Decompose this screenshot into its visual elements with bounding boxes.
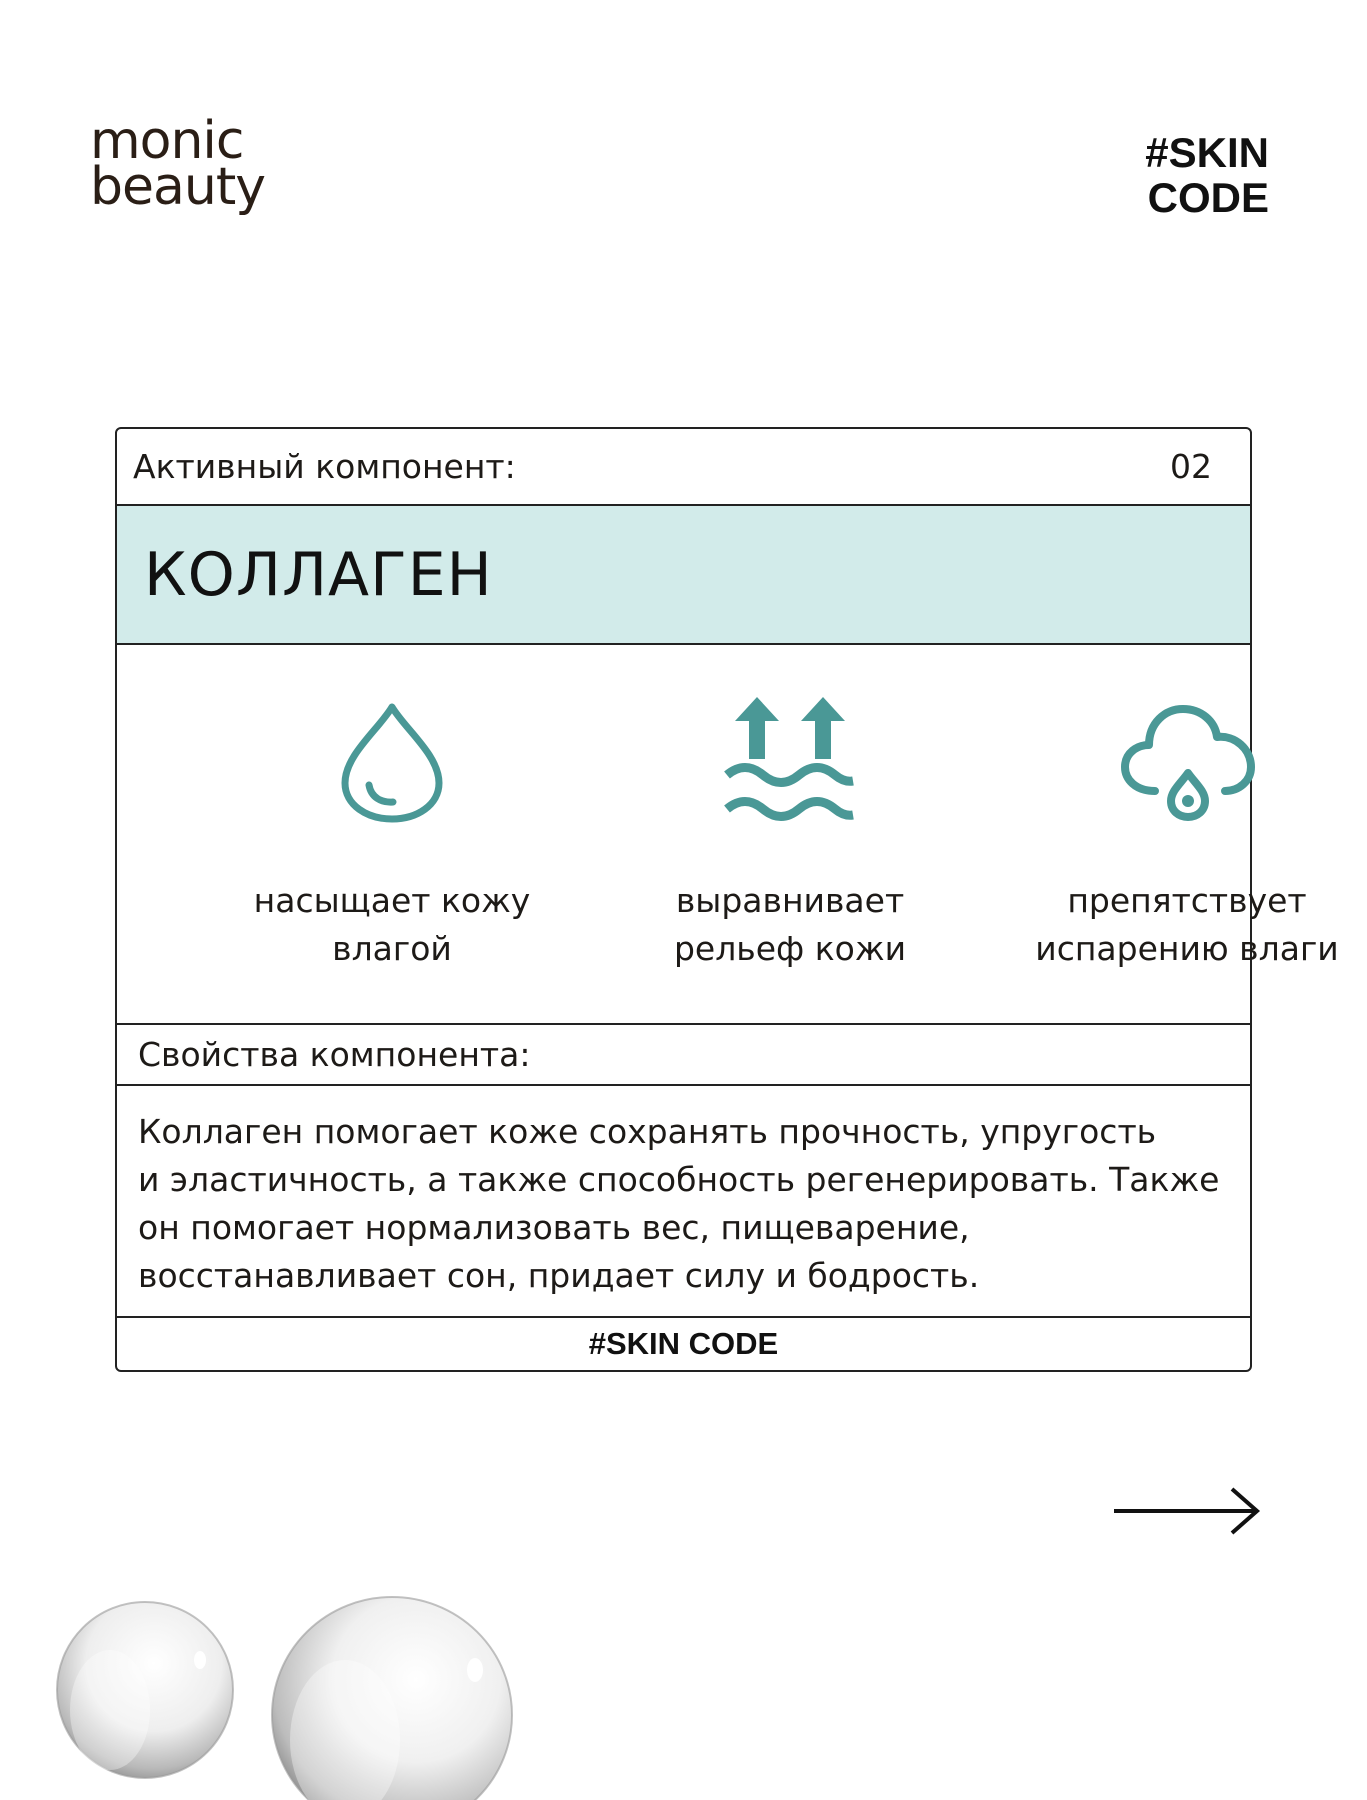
cloud-drop-icon — [1117, 695, 1257, 825]
component-card — [115, 427, 1339, 1372]
benefit-label — [212, 877, 572, 973]
benefit-label-line-1: препятствует — [1067, 881, 1307, 920]
description-line: Коллаген помогает коже сохранять прочность, упругость — [138, 1112, 1157, 1151]
footer-hashtag: #SKIN CODE — [588, 1326, 779, 1361]
card-footer — [117, 1318, 1250, 1370]
benefit-label-line-2: влагой — [332, 929, 452, 968]
benefit-label — [1007, 877, 1367, 973]
header-hashtag-line-1: #SKIN — [1145, 129, 1269, 176]
arrow-right-icon[interactable] — [1112, 1486, 1262, 1536]
benefit-label — [610, 877, 970, 973]
description-line: он помогает нормализовать вес, пищеварение, — [138, 1208, 970, 1247]
component-name: КОЛЛАГЕН — [144, 539, 493, 610]
benefit-label-line-1: насыщает кожу — [253, 881, 531, 920]
brand-logo — [90, 111, 290, 217]
properties-title-row — [117, 1025, 1250, 1086]
benefit-label-line-2: испарению влаги — [1035, 929, 1339, 968]
active-component-label: Активный компонент: — [133, 447, 516, 486]
benefits-row — [117, 645, 1339, 1025]
component-number: 02 — [1170, 447, 1212, 486]
description-line: и эластичность, а также способность регенерировать. Также — [138, 1160, 1220, 1199]
active-component-row — [117, 429, 1250, 506]
waves-up-arrows-icon — [725, 695, 855, 825]
benefit-item — [1007, 645, 1367, 1025]
description-block — [117, 1086, 1250, 1318]
component-name-band — [117, 506, 1250, 645]
benefit-item — [610, 645, 970, 1025]
benefit-label-line-1: выравнивает — [675, 881, 905, 920]
brand-logo-line-1: monic — [90, 111, 244, 171]
water-drop-icon — [327, 695, 457, 825]
header-hashtag-line-2: CODE — [1147, 174, 1269, 221]
header-hashtag — [1145, 130, 1269, 220]
properties-label: Свойства компонента: — [138, 1035, 531, 1074]
brand-logo-line-2: beauty — [90, 157, 265, 217]
droplet — [57, 1602, 233, 1778]
benefit-label-line-2: рельеф кожи — [673, 929, 907, 968]
water-droplets-decoration — [30, 1590, 530, 1800]
benefit-item — [212, 645, 572, 1025]
description-line: восстанавливает сон, придает силу и бодрость. — [138, 1256, 980, 1295]
droplet — [272, 1597, 512, 1800]
